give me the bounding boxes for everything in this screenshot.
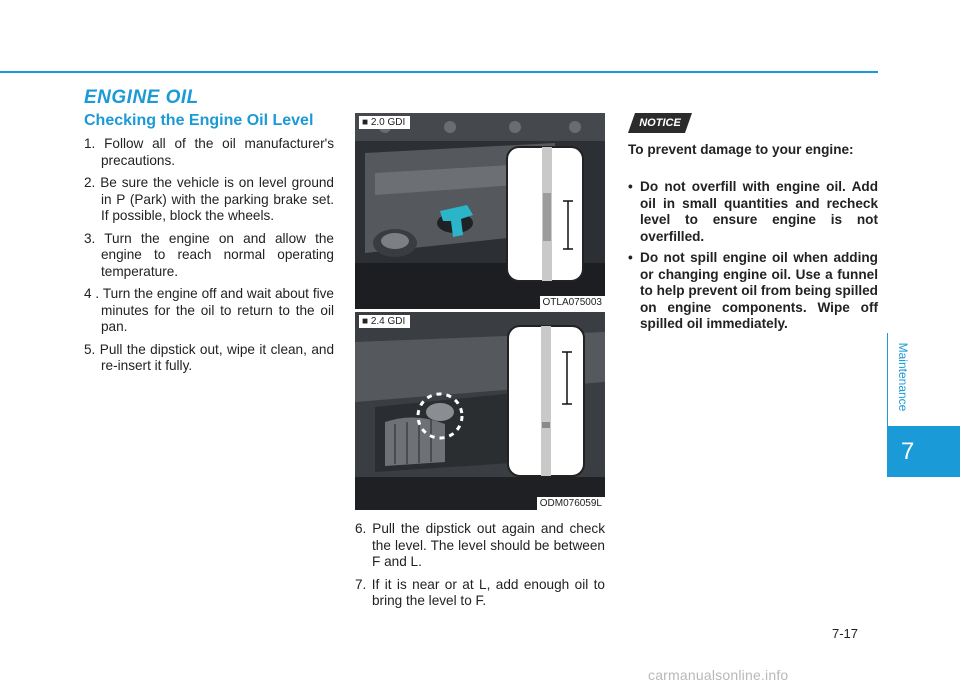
step-item: 2. Be sure the vehicle is on level ground in P (Park) with the parking brake set. If possible, block the wheels. [84,175,334,223]
bullet-icon: • [628,250,633,265]
step-item: 4 . Turn the engine off and wait about five minutes for the oil to return to the oil pan. [84,286,334,334]
chapter-number: 7 [901,438,915,465]
notice-badge-label: NOTICE [639,117,681,129]
subheading: Checking the Engine Oil Level [84,112,314,129]
bullet-icon: • [628,179,633,194]
chapter-tab [887,426,960,477]
figure-code: OTLA075003 [540,296,606,309]
step-item: 6. Pull the dipstick out again and check the level. The level should be between F and L. [355,521,605,569]
watermark: carmanualsonline.info [648,667,789,683]
sidebar-section-label [893,340,913,420]
section-title: ENGINE OIL [84,87,199,108]
notice-bullet-text: Do not spill engine oil when adding or changing engine oil. Use a funnel to help prevent oil from being spilled on engine components. Wipe off spilled oil immediately. [640,250,878,331]
sidebar-rule [887,333,888,428]
figure-tag: ■ 2.0 GDI [359,116,410,129]
notice-badge [628,113,692,133]
step-item: 3. Turn the engine on and allow the engine to reach normal operating temperature. [84,230,334,279]
step-item: 5. Pull the dipstick out, wipe it clean, and re-insert it fully. [84,341,334,373]
notice-bullet-item [628,250,878,333]
steps-list [84,136,334,381]
figure-code: ODM076059L [537,497,605,510]
engine-photo-2-0-gdi [355,113,605,309]
step-item: 7. If it is near or at L, add enough oil to bring the level to F. [355,576,605,608]
figure-tag: ■ 2.4 GDI [359,315,410,328]
sidebar-label-text: Maintenance [896,342,910,412]
steps-list-continued [355,521,605,616]
header-rule [0,71,878,73]
engine-illustration [355,113,605,309]
step-item: 1. Follow all of the oil manufacturer's precautions. [84,136,334,168]
notice-bullet-item [628,179,878,245]
notice-bullets [628,179,878,338]
engine-photo-2-4-gdi [355,312,605,510]
page-number: 7-17 [832,626,859,641]
notice-intro: To prevent damage to your engine: [628,142,854,157]
notice-bullet-text: Do not overfill with engine oil. Add oil in small quantities and recheck level to ensure engine is not overfilled. [640,179,878,244]
engine-illustration [355,312,605,510]
